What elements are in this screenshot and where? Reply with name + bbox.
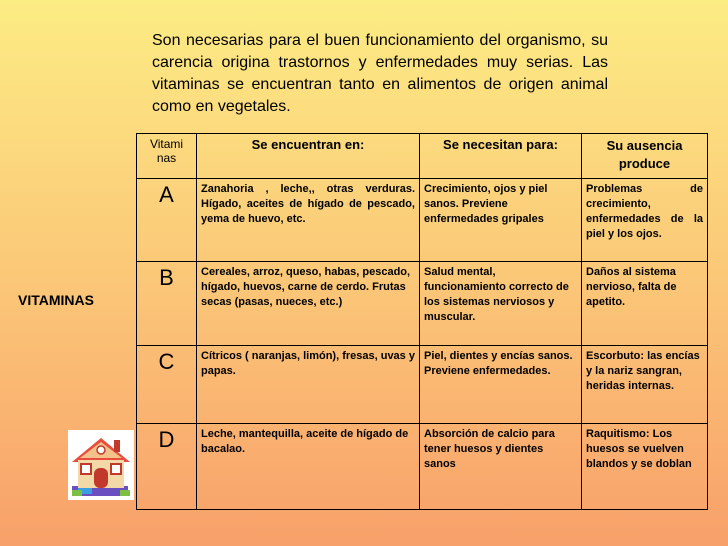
- house-clipart-image: [68, 430, 134, 500]
- table-row: [137, 262, 708, 346]
- absence-cell: Raquitismo: Los huesos se vuelven blandos y se doblan: [582, 424, 708, 510]
- header-se-encuentran: Se encuentran en:: [197, 134, 420, 179]
- table-row: [137, 424, 708, 510]
- needed-for-cell: Salud mental, funcionamiento correcto de los sistemas nerviosos y muscular.: [420, 262, 582, 346]
- absence-cell: Escorbuto: las encías y la nariz sangran, heridas internas.: [582, 346, 708, 424]
- needed-for-cell: Crecimiento, ojos y piel sanos. Previene enfermedades gripales: [420, 179, 582, 262]
- table-row: [137, 179, 708, 262]
- vitaminas-label: VITAMINAS: [18, 292, 94, 308]
- vitamin-letter: A: [137, 179, 197, 262]
- house-icon: [68, 430, 134, 500]
- intro-paragraph: Son necesarias para el buen funcionamiento del organismo, su carencia origina trastornos y enfermedades muy serias. Las vitaminas se encuentran tanto en alimentos de origen animal como en vegetales.: [152, 32, 608, 115]
- needed-for-cell: Absorción de calcio para tener huesos y dientes sanos: [420, 424, 582, 510]
- header-row: [137, 134, 708, 179]
- header-ausencia: Su ausencia produce: [582, 134, 708, 179]
- found-in-cell: Zanahoria , leche,, otras verduras. Hígado, aceites de hígado de pescado, yema de huevo, etc.: [197, 179, 420, 262]
- found-in-cell: Cereales, arroz, queso, habas, pescado, hígado, huevos, carne de cerdo. Frutas secas (pasas, nueces, etc.): [197, 262, 420, 346]
- vitamin-letter: D: [137, 424, 197, 510]
- vitamin-letter: B: [137, 262, 197, 346]
- found-in-cell: Cítricos ( naranjas, limón), fresas, uvas y papas.: [197, 346, 420, 424]
- vitamins-table: [136, 133, 708, 510]
- found-in-cell: Leche, mantequilla, aceite de hígado de bacalao.: [197, 424, 420, 510]
- header-vitaminas: Vitami nas: [137, 134, 197, 179]
- absence-cell: Problemas de crecimiento, enfermedades de la piel y los ojos.: [582, 179, 708, 262]
- needed-for-cell: Piel, dientes y encías sanos. Previene enfermedades.: [420, 346, 582, 424]
- header-se-necesitan: Se necesitan para:: [420, 134, 582, 179]
- absence-cell: Daños al sistema nervioso, falta de apetito.: [582, 262, 708, 346]
- vitamin-letter: C: [137, 346, 197, 424]
- table-row: [137, 346, 708, 424]
